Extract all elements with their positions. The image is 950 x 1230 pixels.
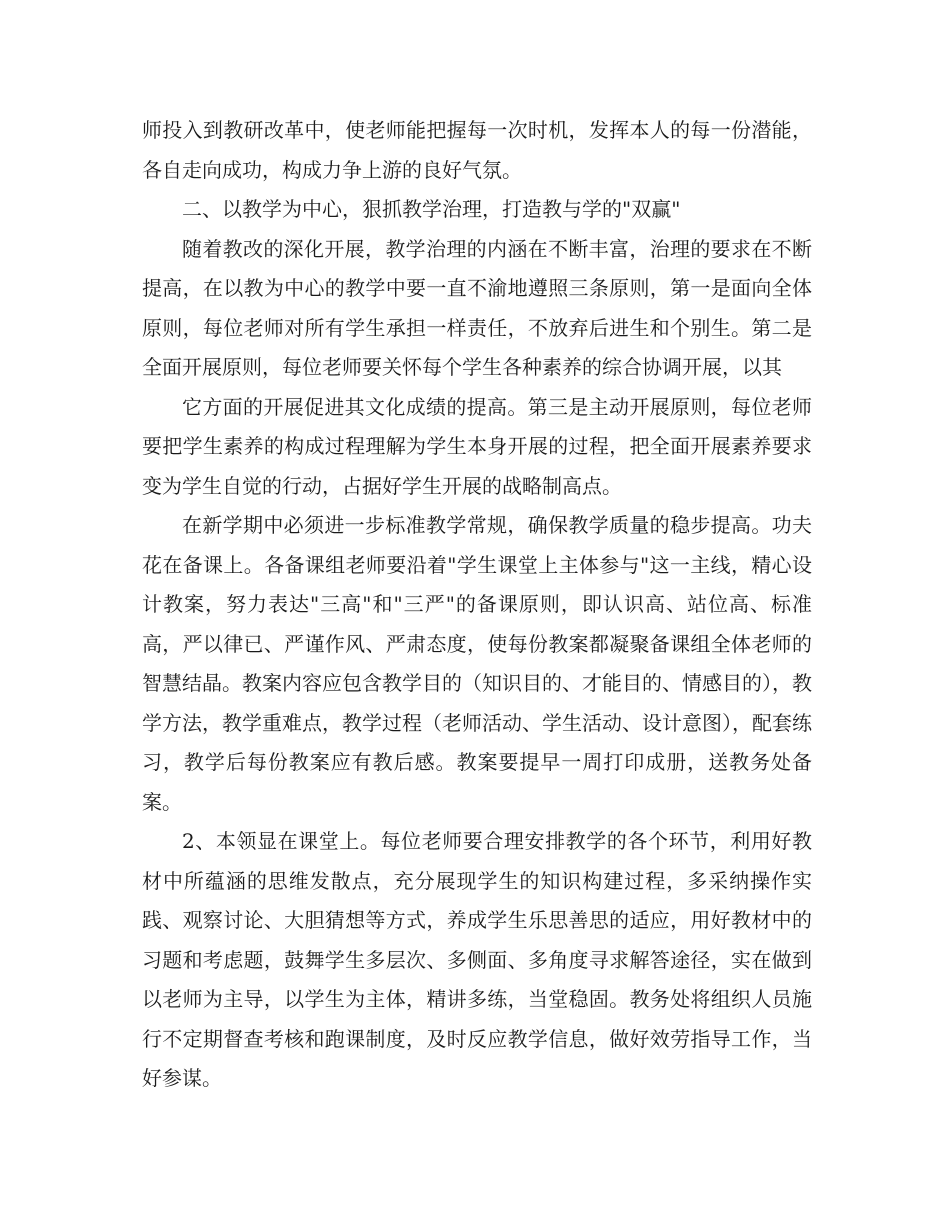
paragraph-principles: 随着教改的深化开展，教学治理的内涵在不断丰富，治理的要求在不断提高，在以教为中心的教学中要一直不渝地遵照三条原则，第一是面向全体原则，每位老师对所有学生承担一样责任，不放弃后进生和个别生。第二是全面开展原则，每位老师要关怀每个学生各种素养的综合协调开展，以其 (142, 236, 812, 379)
paragraph-continuation: 师投入到教研改革中，使老师能把握每一次时机，发挥本人的每一份潜能，各自走向成功，构成力争上游的良好气氛。 (142, 118, 812, 182)
paragraph-classroom: 2、本领显在课堂上。每位老师要合理安排教学的各个环节，利用好教材中所蕴涵的思维发散点，充分展现学生的知识构建过程，多采纳操作实践、观察讨论、大胆猜想等方式，养成学生乐思善思的适应，用好教材中的习题和考虑题，鼓舞学生多层次、多侧面、多角度寻求解答途径，实在做到以老师为主导，以学生为主体，精讲多练，当堂稳固。教务处将组织人员施行不定期督查考核和跑课制度，及时反应教学信息，做好效劳指导工作，当好参谋。 (142, 829, 812, 1090)
paragraph-principles-continued: 它方面的开展促进其文化成绩的提高。第三是主动开展原则，每位老师要把学生素养的构成过程理解为学生本身开展的过程，把全面开展素养要求变为学生自觉的行动，占据好学生开展的战略制高点。 (142, 394, 812, 498)
document-body (142, 111, 812, 1099)
section-heading: 二、以教学为中心，狠抓教学治理，打造教与学的"双赢" (182, 197, 681, 221)
paragraph-lesson-prep: 在新学期中必须进一步标准教学常规，确保教学质量的稳步提高。功夫花在备课上。各备课组老师要沿着"学生课堂上主体参与"这一主线，精心设计教案，努力表达"三高"和"三严"的备课原则，即认识高、站位高、标准高，严以律已、严谨作风、严肃态度，使每份教案都凝聚备课组全体老师的智慧结晶。教案内容应包含教学目的（知识目的、才能目的、情感目的），教学方法，教学重难点，教学过程（老师活动、学生活动、设计意图），配套练习，教学后每份教案应有教后感。教案要提早一周打印成册，送教务处备案。 (142, 513, 812, 814)
